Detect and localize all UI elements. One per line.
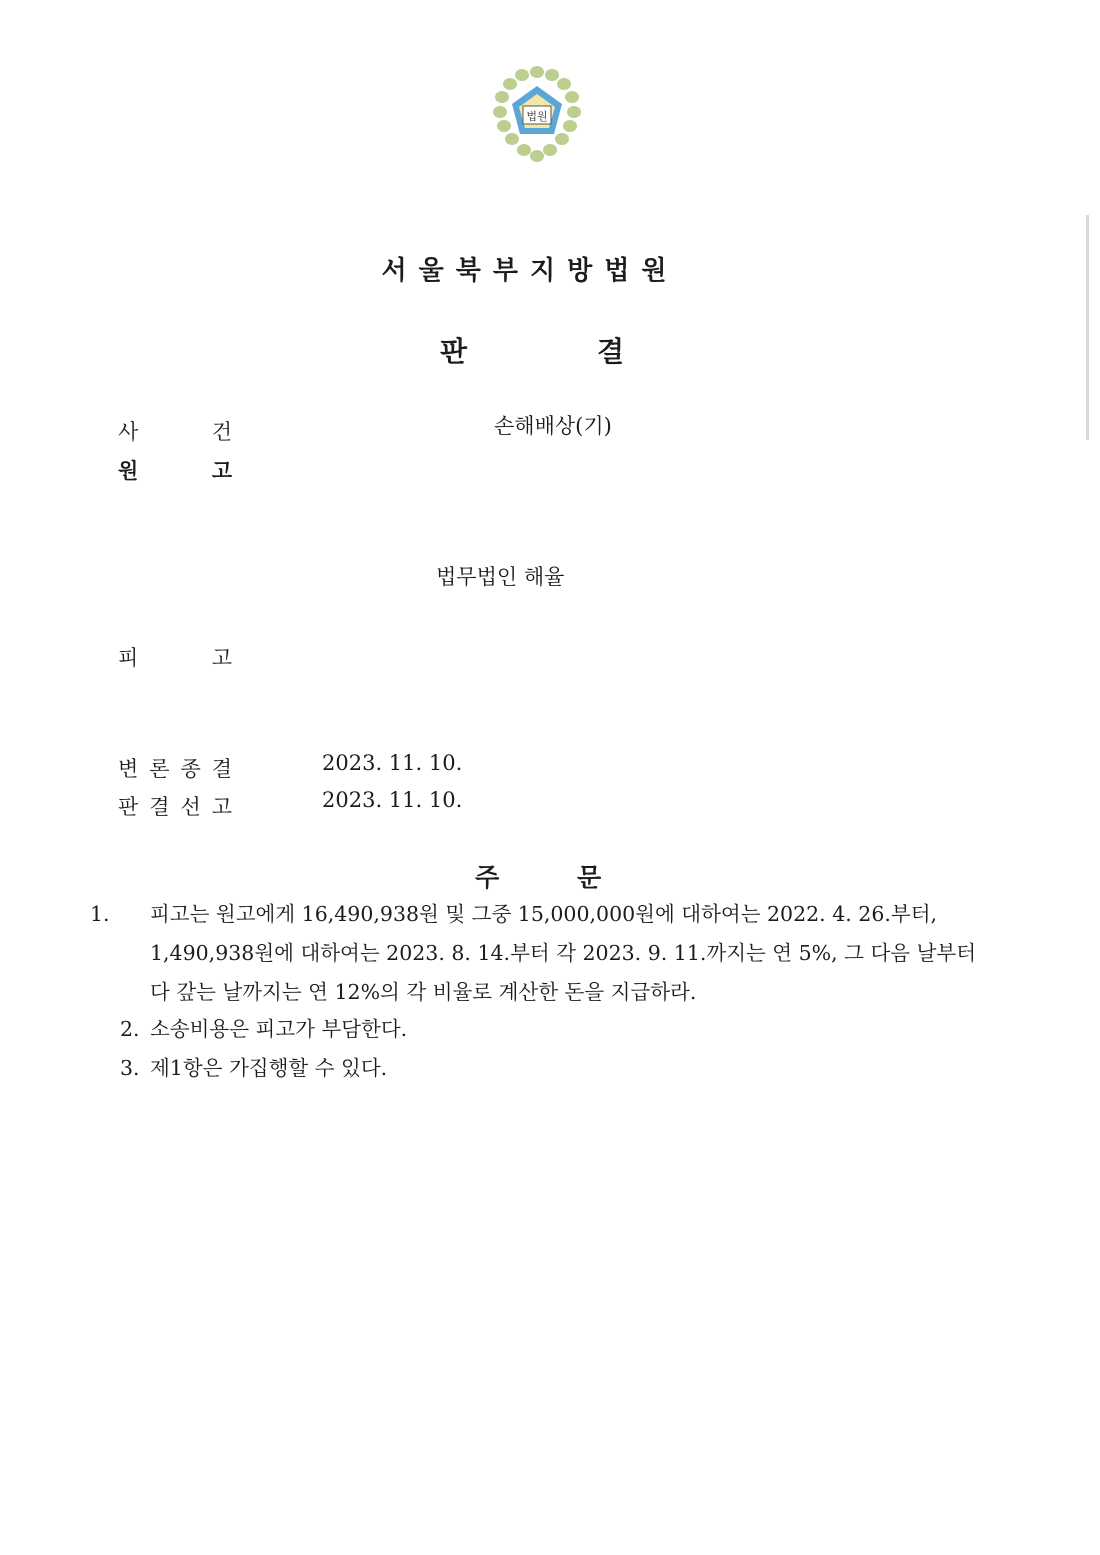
closing-date-value: 2023. 11. 10.: [322, 751, 463, 775]
ruling-item-1: 1. 피고는 원고에게 16,490,938원 및 그중 15,000,000원에 대하여는 2022. 4. 26.부터, 1,490,938원에 대하여는 2023. 8. 14.부터 각 2023. 9. 11.까지는 연 5%, 그 다음 날부터 다 갚는 날까지는 연 12%의 각 비율로 계산한 돈을 지급하라.: [90, 902, 977, 1004]
plaintiff-counsel: 법무법인 해율: [436, 565, 565, 589]
case-value: 손해배상(기): [494, 414, 612, 438]
document-title-right: 결: [597, 335, 625, 368]
judgment-date-label: 판 결 선 고: [118, 795, 232, 819]
court-name: 서울북부지방법원: [381, 256, 679, 286]
court-emblem-icon: [492, 64, 582, 164]
ruling-item-2: 2. 소송비용은 피고가 부담한다.: [120, 1017, 408, 1041]
scan-edge-line: [1086, 215, 1089, 440]
closing-date-label: 변 론 종 결: [118, 757, 232, 781]
document-title-left: 판: [440, 335, 468, 368]
ruling-item-3: 3. 제1항은 가집행할 수 있다.: [120, 1056, 388, 1080]
plaintiff-label: 원 고: [118, 458, 232, 483]
emblem-text: 법원: [526, 110, 548, 123]
defendant-label: 피 고: [118, 646, 232, 670]
judgment-date-value: 2023. 11. 10.: [322, 788, 463, 812]
ruling-title-left: 주: [475, 863, 500, 892]
case-label: 사 건: [118, 420, 232, 444]
ruling-title-right: 문: [577, 863, 602, 892]
